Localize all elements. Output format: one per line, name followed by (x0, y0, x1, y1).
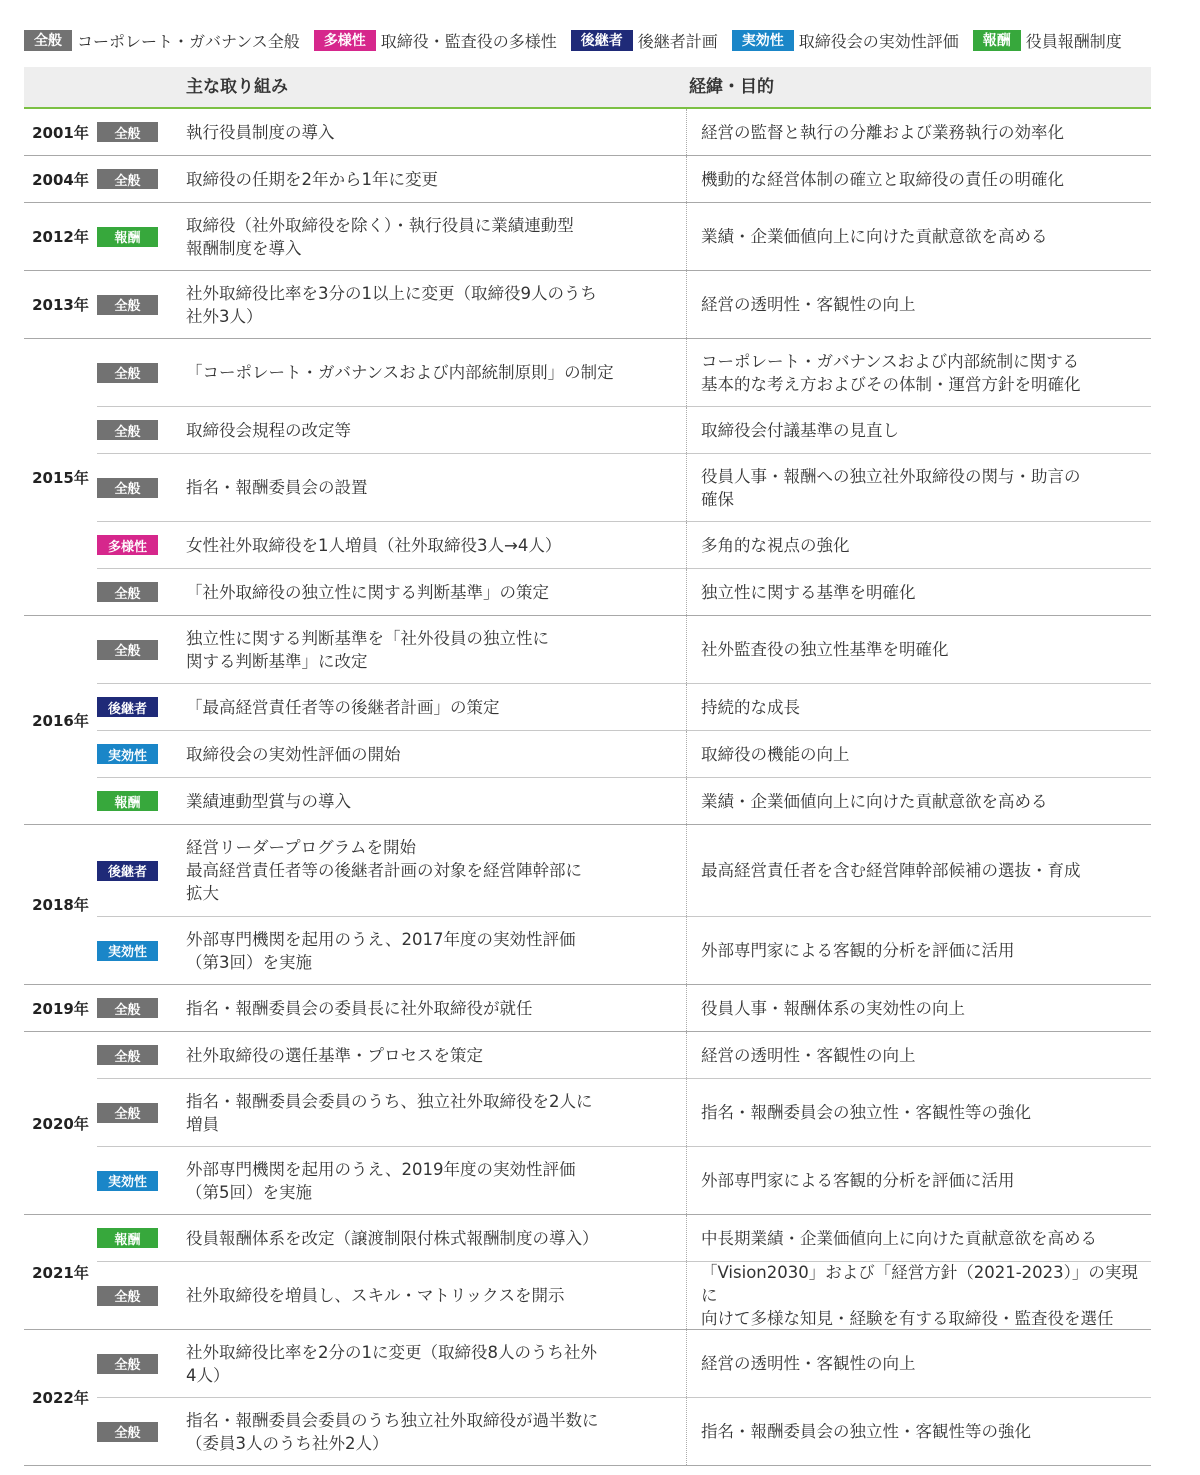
initiative-text: 独立性に関する判断基準を「社外役員の独立性に 関する判断基準」に改定 (186, 628, 549, 671)
category-badge: 全般 (97, 640, 158, 660)
badge-cell (97, 1286, 186, 1306)
table-row (97, 917, 1151, 984)
initiative-text: 指名・報酬委員会委員のうち、独立社外取締役を2人に 増員 (186, 1091, 593, 1134)
year-group (24, 339, 1151, 616)
year-label: 2020年 (32, 1114, 89, 1133)
year-group (24, 271, 1151, 339)
badge-cell (97, 122, 186, 142)
year-group (24, 109, 1151, 156)
year-group (24, 1032, 1151, 1215)
badge-cell (97, 420, 186, 440)
table-row (97, 778, 1151, 824)
initiative-text: 指名・報酬委員会委員のうち独立社外取締役が過半数に （委員3人のうち社外2人） (186, 1410, 599, 1453)
year-label: 2004年 (32, 170, 89, 189)
year-group (24, 156, 1151, 203)
category-badge: 全般 (97, 169, 158, 189)
legend-badge-successor: 後継者 (571, 30, 633, 51)
legend-badge-effectiveness: 実効性 (732, 30, 794, 51)
year-rows (97, 1215, 1151, 1329)
legend-label-diversity: 取締役・監査役の多様性 (380, 31, 557, 51)
table-header (24, 67, 1151, 109)
year-group (24, 1215, 1151, 1330)
year-label: 2013年 (32, 296, 89, 314)
header-purpose: 経緯・目的 (689, 77, 774, 97)
legend-badge-general: 全般 (24, 30, 72, 51)
year-label: 2012年 (32, 228, 89, 246)
badge-cell (97, 998, 186, 1018)
table-row (97, 731, 1151, 778)
table-row (97, 339, 1151, 407)
table-row (97, 271, 1151, 338)
initiative-text: 女性社外取締役を1人増員（社外取締役3人→4人） (186, 535, 562, 555)
category-badge: 実効性 (97, 744, 158, 764)
badge-cell (97, 1354, 186, 1374)
badge-cell (97, 227, 186, 247)
initiative-text: 業績連動型賞与の導入 (186, 791, 351, 811)
purpose-text: 取締役の機能の向上 (686, 731, 1151, 777)
badge-cell (97, 1422, 186, 1442)
purpose-text: 役員人事・報酬への独立社外取締役の関与・助言の 確保 (686, 454, 1151, 521)
purpose-text: 独立性に関する基準を明確化 (686, 569, 1151, 615)
badge-cell (97, 1045, 186, 1065)
legend-item-diversity (314, 29, 557, 52)
year-group (24, 1330, 1151, 1466)
badge-cell (97, 697, 186, 717)
badge-cell (97, 1171, 186, 1191)
year-group (24, 985, 1151, 1032)
category-badge: 全般 (97, 1286, 158, 1306)
purpose-text: コーポレート・ガバナンスおよび内部統制に関する 基本的な考え方およびその体制・運営方針を明確化 (686, 339, 1151, 406)
table-row (97, 454, 1151, 522)
purpose-text: 業績・企業価値向上に向けた貢献意欲を高める (686, 203, 1151, 270)
table-row (97, 1330, 1151, 1398)
year-label: 2021年 (32, 1263, 89, 1282)
initiative-text: 外部専門機関を起用のうえ、2017年度の実効性評価 （第3回）を実施 (186, 929, 576, 972)
legend-item-effectiveness (732, 29, 959, 52)
table-body (24, 109, 1151, 1466)
year-rows (97, 616, 1151, 824)
category-badge: 後継者 (97, 861, 158, 881)
purpose-text: 機動的な経営体制の確立と取締役の責任の明確化 (686, 156, 1151, 202)
table-row (97, 684, 1151, 731)
governance-history-table (24, 67, 1151, 1466)
initiative-text: 社外取締役比率を3分の1以上に変更（取締役9人のうち 社外3人） (186, 283, 597, 326)
initiative-text: 取締役の任期を2年から1年に変更 (186, 169, 438, 189)
table-row (97, 1032, 1151, 1079)
purpose-text: 指名・報酬委員会の独立性・客観性等の強化 (686, 1079, 1151, 1146)
table-row (97, 1147, 1151, 1214)
table-row (97, 522, 1151, 569)
badge-cell (97, 1103, 186, 1123)
badge-cell (97, 535, 186, 555)
year-label: 2016年 (32, 711, 89, 730)
badge-cell (97, 640, 186, 660)
purpose-text: 多角的な視点の強化 (686, 522, 1151, 568)
year-rows (97, 339, 1151, 615)
purpose-text: 経営の透明性・客観性の向上 (686, 1032, 1151, 1078)
year-rows (97, 109, 1151, 155)
initiative-text: 「最高経営責任者等の後継者計画」の策定 (186, 697, 500, 717)
legend-item-general (24, 29, 300, 52)
initiative-text: 経営リーダープログラムを開始 最高経営責任者等の後継者計画の対象を経営陣幹部に 拡大 (186, 838, 582, 903)
legend-label-successor: 後継者計画 (637, 31, 718, 51)
badge-cell (97, 478, 186, 498)
purpose-text: 外部専門家による客観的分析を評価に活用 (686, 917, 1151, 984)
table-row (97, 616, 1151, 684)
table-row (97, 1398, 1151, 1465)
initiative-text: 社外取締役比率を2分の1に変更（取締役8人のうち社外 4人） (186, 1342, 597, 1385)
table-row (97, 569, 1151, 615)
category-badge: 全般 (97, 1045, 158, 1065)
category-badge: 全般 (97, 420, 158, 440)
initiative-text: 取締役会の実効性評価の開始 (186, 744, 401, 764)
table-row (97, 203, 1151, 270)
initiative-text: 執行役員制度の導入 (186, 122, 335, 142)
category-badge: 全般 (97, 295, 158, 315)
year-group (24, 203, 1151, 271)
purpose-text: 取締役会付議基準の見直し (686, 407, 1151, 453)
year-group (24, 616, 1151, 825)
legend-label-general: コーポレート・ガバナンス全般 (77, 31, 300, 51)
initiative-text: 社外取締役を増員し、スキル・マトリックスを開示 (186, 1286, 565, 1305)
header-initiative: 主な取り組み (186, 77, 288, 97)
purpose-text: 「Vision2030」および「経営方針（2021-2023）」の実現に 向けて多様な知見・経験を有する取締役・監査役を選任 (686, 1262, 1151, 1329)
year-rows (97, 1330, 1151, 1465)
year-label: 2019年 (32, 999, 89, 1018)
table-row (97, 1079, 1151, 1147)
table-row (97, 1215, 1151, 1262)
year-label: 2018年 (32, 896, 89, 914)
purpose-text: 中長期業績・企業価値向上に向けた貢献意欲を高める (686, 1215, 1151, 1261)
purpose-text: 指名・報酬委員会の独立性・客観性等の強化 (686, 1398, 1151, 1465)
badge-cell (97, 744, 186, 764)
initiative-text: 取締役（社外取締役を除く）・執行役員に業績連動型 報酬制度を導入 (186, 215, 574, 258)
category-badge: 報酬 (97, 227, 158, 247)
badge-cell (97, 169, 186, 189)
legend-label-effectiveness: 取締役会の実効性評価 (798, 31, 959, 51)
category-badge: 全般 (97, 582, 158, 602)
badge-cell (97, 582, 186, 602)
category-badge: 全般 (97, 122, 158, 142)
category-badge: 実効性 (97, 1171, 158, 1191)
year-label: 2001年 (32, 123, 89, 142)
table-row (97, 825, 1151, 917)
initiative-text: 取締役会規程の改定等 (186, 420, 351, 440)
category-badge: 全般 (97, 478, 158, 498)
year-rows (97, 156, 1151, 202)
badge-cell (97, 861, 186, 881)
category-badge: 全般 (97, 363, 158, 383)
year-rows (97, 203, 1151, 270)
initiative-text: 外部専門機関を起用のうえ、2019年度の実効性評価 （第5回）を実施 (186, 1159, 576, 1202)
table-row (97, 985, 1151, 1031)
purpose-text: 経営の監督と執行の分離および業務執行の効率化 (686, 109, 1151, 155)
year-label: 2015年 (32, 468, 89, 487)
initiative-text: 指名・報酬委員会の委員長に社外取締役が就任 (186, 998, 533, 1018)
purpose-text: 役員人事・報酬体系の実効性の向上 (686, 985, 1151, 1031)
year-group (24, 825, 1151, 985)
purpose-text: 経営の透明性・客観性の向上 (686, 271, 1151, 338)
initiative-text: 「社外取締役の独立性に関する判断基準」の策定 (186, 582, 549, 602)
year-label: 2022年 (32, 1389, 89, 1407)
category-badge: 全般 (97, 1354, 158, 1374)
purpose-text: 外部専門家による客観的分析を評価に活用 (686, 1147, 1151, 1214)
purpose-text: 経営の透明性・客観性の向上 (686, 1330, 1151, 1397)
category-badge: 多様性 (97, 535, 158, 555)
category-legend (24, 28, 1176, 52)
table-row (97, 407, 1151, 454)
badge-cell (97, 941, 186, 961)
legend-label-compensation: 役員報酬制度 (1025, 31, 1122, 51)
category-badge: 実効性 (97, 941, 158, 961)
category-badge: 全般 (97, 1103, 158, 1123)
category-badge: 全般 (97, 1422, 158, 1442)
table-row (97, 156, 1151, 202)
category-badge: 全般 (97, 998, 158, 1018)
category-badge: 報酬 (97, 1228, 158, 1248)
year-rows (97, 271, 1151, 338)
badge-cell (97, 363, 186, 383)
legend-item-successor (571, 29, 718, 52)
initiative-text: 役員報酬体系を改定（譲渡制限付株式報酬制度の導入） (186, 1228, 599, 1248)
legend-badge-compensation: 報酬 (973, 30, 1021, 51)
purpose-text: 持続的な成長 (686, 684, 1151, 730)
legend-item-compensation (973, 29, 1122, 52)
purpose-text: 業績・企業価値向上に向けた貢献意欲を高める (686, 778, 1151, 824)
initiative-text: 「コーポレート・ガバナンスおよび内部統制原則」の制定 (186, 363, 614, 382)
purpose-text: 社外監査役の独立性基準を明確化 (686, 616, 1151, 683)
badge-cell (97, 295, 186, 315)
legend-badge-diversity: 多様性 (314, 30, 376, 51)
initiative-text: 指名・報酬委員会の設置 (186, 478, 368, 497)
category-badge: 後継者 (97, 697, 158, 717)
year-rows (97, 1032, 1151, 1214)
year-rows (97, 985, 1151, 1031)
category-badge: 報酬 (97, 791, 158, 811)
table-row (97, 1262, 1151, 1329)
table-row (97, 109, 1151, 155)
initiative-text: 社外取締役の選任基準・プロセスを策定 (186, 1045, 483, 1065)
badge-cell (97, 791, 186, 811)
year-rows (97, 825, 1151, 984)
badge-cell (97, 1228, 186, 1248)
purpose-text: 最高経営責任者を含む経営陣幹部候補の選抜・育成 (686, 825, 1151, 916)
